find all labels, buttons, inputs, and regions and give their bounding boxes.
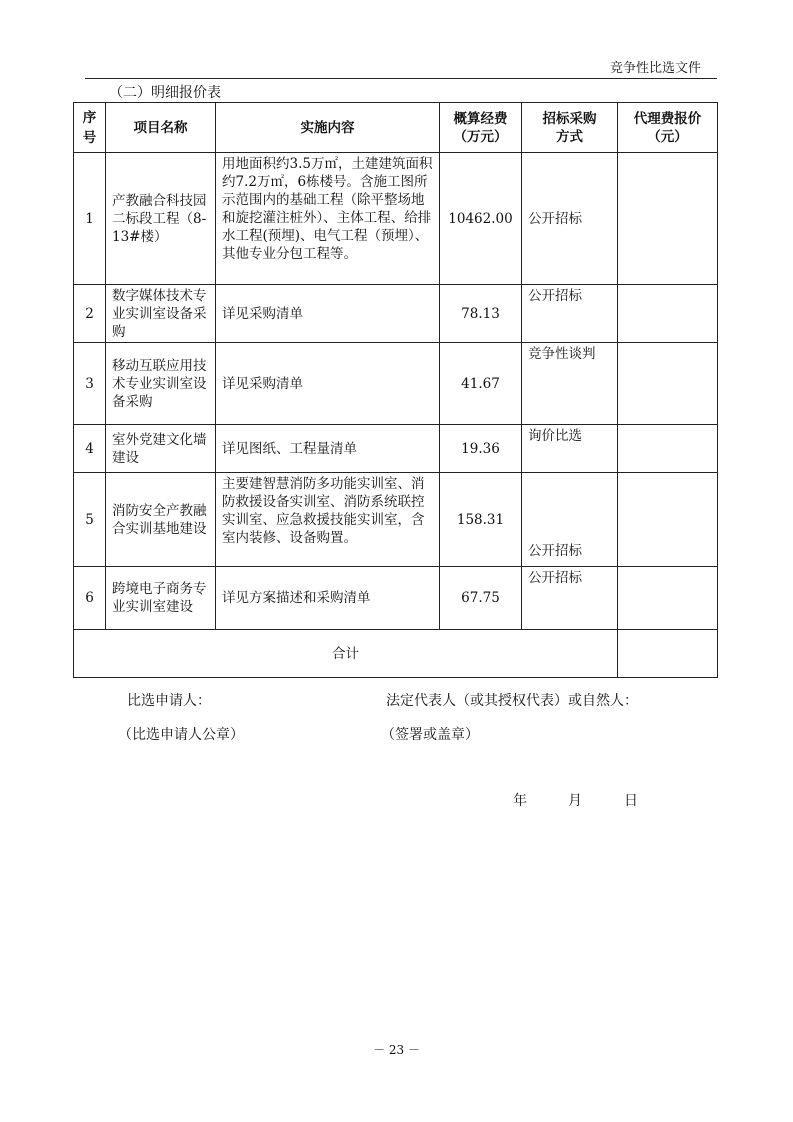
row-no: 1 <box>74 153 106 285</box>
quote-table <box>73 102 718 678</box>
date-month: 月 <box>568 793 582 809</box>
row-method: 竞争性谈判 <box>522 343 618 425</box>
row-name: 数字媒体技术专业实训室设备采购 <box>106 285 216 343</box>
row-budget: 78.13 <box>440 285 522 343</box>
row-budget: 19.36 <box>440 425 522 473</box>
table-row <box>74 343 718 425</box>
date-year: 年 <box>513 793 527 809</box>
representative-sign-note: （签署或盖章） <box>381 727 479 743</box>
row-content: 详见采购清单 <box>216 343 440 425</box>
table-row <box>74 285 718 343</box>
table-row <box>74 425 718 473</box>
row-content: 主要建智慧消防多功能实训室、消防救援设备实训室、消防系统联控实训室、应急救援技能实训室，含室内装修、设备购置。 <box>216 473 440 567</box>
row-no: 3 <box>74 343 106 425</box>
header-name: 项目名称 <box>106 103 216 153</box>
row-fee <box>618 425 718 473</box>
row-budget: 67.75 <box>440 567 522 630</box>
row-no: 2 <box>74 285 106 343</box>
total-row <box>74 630 718 678</box>
row-name: 产教融合科技园二标段工程（8-13#楼） <box>106 153 216 285</box>
representative-label: 法定代表人（或其授权代表）或自然人： <box>386 693 638 709</box>
row-fee <box>618 473 718 567</box>
row-name: 跨境电子商务专业实训室建设 <box>106 567 216 630</box>
table-row <box>74 153 718 285</box>
header-rule <box>85 78 717 79</box>
row-content: 用地面积约3.5万㎡，土建建筑面积约7.2万㎡，6栋楼号。含施工图所示范围内的基础工程（除平整场地和旋挖灌注桩外）、主体工程、给排水工程(预埋)、电气工程（预埋）、其他专业分包工程等。 <box>216 153 440 285</box>
row-name: 消防安全产教融合实训基地建设 <box>106 473 216 567</box>
row-fee <box>618 285 718 343</box>
row-name: 移动互联应用技术专业实训室设备采购 <box>106 343 216 425</box>
row-fee <box>618 153 718 285</box>
header-budget: 概算经费 （万元） <box>440 103 522 153</box>
applicant-label: 比选申请人： <box>127 693 211 709</box>
row-method: 公开招标 <box>522 473 618 567</box>
header-method: 招标采购 方式 <box>522 103 618 153</box>
header-fee: 代理费报价 （元） <box>618 103 718 153</box>
total-label: 合计 <box>74 630 618 678</box>
date-day: 日 <box>624 793 638 809</box>
header-no: 序号 <box>74 103 106 153</box>
row-no: 5 <box>74 473 106 567</box>
row-fee <box>618 567 718 630</box>
row-method: 公开招标 <box>522 285 618 343</box>
table-row <box>74 473 718 567</box>
row-name: 室外党建文化墙建设 <box>106 425 216 473</box>
table-row <box>74 567 718 630</box>
document-header-label: 竞争性比选文件 <box>609 61 701 76</box>
row-method: 询价比选 <box>522 425 618 473</box>
page-number: － 23 － <box>373 1043 420 1057</box>
applicant-seal-note: （比选申请人公章） <box>118 727 244 743</box>
row-fee <box>618 343 718 425</box>
row-budget: 41.67 <box>440 343 522 425</box>
row-method: 公开招标 <box>522 153 618 285</box>
row-budget: 10462.00 <box>440 153 522 285</box>
row-content: 详见采购清单 <box>216 285 440 343</box>
header-content: 实施内容 <box>216 103 440 153</box>
row-content: 详见图纸、工程量清单 <box>216 425 440 473</box>
table-header-row <box>74 103 718 153</box>
row-no: 4 <box>74 425 106 473</box>
row-content: 详见方案描述和采购清单 <box>216 567 440 630</box>
row-budget: 158.31 <box>440 473 522 567</box>
row-no: 6 <box>74 567 106 630</box>
total-value <box>618 630 718 678</box>
row-method: 公开招标 <box>522 567 618 630</box>
section-title: （二）明细报价表 <box>109 85 221 101</box>
